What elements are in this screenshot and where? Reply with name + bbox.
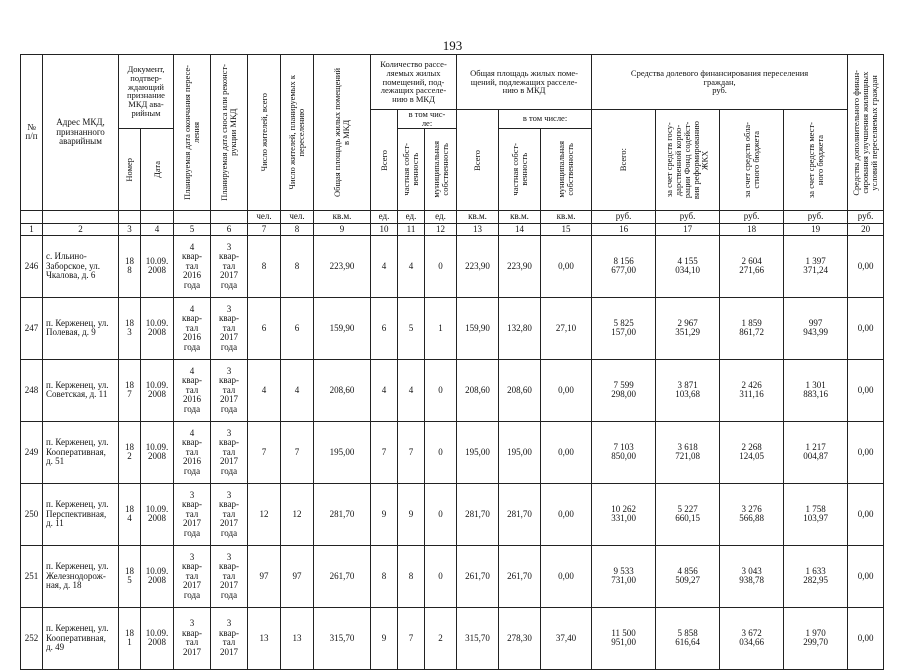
col-number: 4 (141, 223, 174, 235)
funds-local-cell: 1 758 103,97 (784, 483, 848, 545)
planned-demolition-cell: 3 квар- тал 2017 (211, 607, 248, 669)
hdr-area-total: Всего (457, 110, 499, 211)
table-row (21, 421, 884, 483)
address-cell: п. Керженец, ул. Кооперативная, д. 49 (43, 607, 119, 669)
doc-number-cell: 18 2 (119, 421, 141, 483)
rooms-municipal-cell: 2 (425, 607, 457, 669)
funds-fund-cell: 4 155 034,10 (656, 235, 720, 297)
hdr-planned-end: Планируемая дата окончания пересе- ления (174, 55, 211, 211)
table-row (21, 545, 884, 607)
col-number: 9 (314, 223, 371, 235)
hdr-funds-regional: за счет средств обла- стного бюджета (720, 110, 784, 211)
col-number: 14 (499, 223, 541, 235)
page-number: 193 (442, 38, 463, 53)
hdr-address: Адрес МКД, признанного аварийным (43, 55, 119, 211)
row-number: 247 (21, 297, 43, 359)
funds-total-cell: 7 103 850,00 (592, 421, 656, 483)
area-municipal-cell: 0,00 (541, 421, 592, 483)
area-total-cell: 261,70 (457, 545, 499, 607)
address-cell: п. Керженец, ул. Полевая, д. 9 (43, 297, 119, 359)
doc-number-cell: 18 1 (119, 607, 141, 669)
doc-date-cell: 10.09. 2008 (141, 235, 174, 297)
area-total-cell: 223,90 (457, 235, 499, 297)
area-municipal-cell: 0,00 (541, 483, 592, 545)
funds-regional-cell: 3 276 566,88 (720, 483, 784, 545)
unit-cell: чел. (248, 210, 281, 223)
total-area-cell: 195,00 (314, 421, 371, 483)
area-municipal-cell: 27,10 (541, 297, 592, 359)
row-number: 251 (21, 545, 43, 607)
unit-cell: руб. (656, 210, 720, 223)
rooms-total-cell: 9 (371, 483, 398, 545)
area-private-cell: 132,80 (499, 297, 541, 359)
area-municipal-cell: 0,00 (541, 545, 592, 607)
rooms-total-cell: 9 (371, 607, 398, 669)
funds-fund-cell: 2 967 351,29 (656, 297, 720, 359)
unit-cell: кв.м. (457, 210, 499, 223)
address-cell: п. Керженец, ул. Кооперативная, д. 51 (43, 421, 119, 483)
unit-cell: ед. (371, 210, 398, 223)
funds-total-cell: 8 156 677,00 (592, 235, 656, 297)
doc-number-cell: 18 7 (119, 359, 141, 421)
funds-regional-cell: 2 426 311,16 (720, 359, 784, 421)
rooms-private-cell: 8 (398, 545, 425, 607)
doc-number-cell: 18 4 (119, 483, 141, 545)
rooms-private-cell: 7 (398, 421, 425, 483)
additional-cell: 0,00 (848, 545, 884, 607)
area-municipal-cell: 37,40 (541, 607, 592, 669)
hdr-no: № п/п (21, 55, 43, 211)
col-number: 6 (211, 223, 248, 235)
residents-planned-cell: 8 (281, 235, 314, 297)
col-number: 18 (720, 223, 784, 235)
hdr-rooms-total: Всего (371, 110, 398, 211)
col-number: 13 (457, 223, 499, 235)
area-total-cell: 281,70 (457, 483, 499, 545)
residents-planned-cell: 97 (281, 545, 314, 607)
rooms-total-cell: 6 (371, 297, 398, 359)
hdr-doc-number: Номер (119, 128, 141, 210)
hdr-residents-planned: Число жителей, планируемых к переселению (281, 55, 314, 211)
funds-fund-cell: 5 227 660,15 (656, 483, 720, 545)
col-number: 17 (656, 223, 720, 235)
address-cell: п. Керженец, ул. Перспективная, д. 11 (43, 483, 119, 545)
area-private-cell: 223,90 (499, 235, 541, 297)
rooms-total-cell: 4 (371, 235, 398, 297)
unit-cell-empty (211, 210, 248, 223)
col-number: 10 (371, 223, 398, 235)
unit-cell: кв.м. (314, 210, 371, 223)
planned-demolition-cell: 3 квар- тал 2017 года (211, 235, 248, 297)
column-numbers-row (21, 223, 884, 235)
funds-regional-cell: 3 672 034,66 (720, 607, 784, 669)
doc-number-cell: 18 5 (119, 545, 141, 607)
area-total-cell: 315,70 (457, 607, 499, 669)
doc-date-cell: 10.09. 2008 (141, 421, 174, 483)
hdr-funds-fund: за счет средств госу- дарственной корпо- рации Фонд содейст- вия реформированию ЖКХ (656, 110, 720, 211)
address-cell: с. Ильино- Заборское, ул. Чкалова, д. 6 (43, 235, 119, 297)
area-total-cell: 208,60 (457, 359, 499, 421)
residents-total-cell: 7 (248, 421, 281, 483)
unit-cell-empty (141, 210, 174, 223)
additional-cell: 0,00 (848, 235, 884, 297)
rooms-municipal-cell: 0 (425, 545, 457, 607)
unit-cell: ед. (425, 210, 457, 223)
funds-total-cell: 5 825 157,00 (592, 297, 656, 359)
hdr-rooms-incl: в том чис- ле: (398, 110, 457, 129)
rooms-municipal-cell: 0 (425, 483, 457, 545)
residents-total-cell: 4 (248, 359, 281, 421)
residents-total-cell: 97 (248, 545, 281, 607)
additional-cell: 0,00 (848, 297, 884, 359)
funds-fund-cell: 5 858 616,64 (656, 607, 720, 669)
funds-regional-cell: 2 604 271,66 (720, 235, 784, 297)
hdr-funds-local: за счет средств мест- ного бюджета (784, 110, 848, 211)
address-cell: п. Керженец, ул. Советская, д. 11 (43, 359, 119, 421)
residents-total-cell: 6 (248, 297, 281, 359)
row-number: 252 (21, 607, 43, 669)
col-number: 8 (281, 223, 314, 235)
planned-end-cell: 4 квар- тал 2016 года (174, 421, 211, 483)
area-municipal-cell: 0,00 (541, 359, 592, 421)
rooms-municipal-cell: 1 (425, 297, 457, 359)
doc-date-cell: 10.09. 2008 (141, 607, 174, 669)
col-number: 19 (784, 223, 848, 235)
doc-date-cell: 10.09. 2008 (141, 297, 174, 359)
residents-total-cell: 13 (248, 607, 281, 669)
col-number: 16 (592, 223, 656, 235)
area-municipal-cell: 0,00 (541, 235, 592, 297)
col-number: 20 (848, 223, 884, 235)
hdr-doc-group: Документ, подтвер- ждающий признание МКД ава- рийным (119, 55, 174, 129)
total-area-cell: 261,70 (314, 545, 371, 607)
funds-regional-cell: 1 859 861,72 (720, 297, 784, 359)
planned-demolition-cell: 3 квар- тал 2017 года (211, 545, 248, 607)
rooms-private-cell: 9 (398, 483, 425, 545)
funds-regional-cell: 2 268 124,05 (720, 421, 784, 483)
funds-local-cell: 1 397 371,24 (784, 235, 848, 297)
doc-number-cell: 18 8 (119, 235, 141, 297)
unit-cell-empty (21, 210, 43, 223)
hdr-area-municipal: муниципальная собственность (541, 128, 592, 210)
unit-cell: руб. (592, 210, 656, 223)
funds-local-cell: 1 217 004,87 (784, 421, 848, 483)
unit-cell: руб. (784, 210, 848, 223)
row-number: 250 (21, 483, 43, 545)
residents-total-cell: 12 (248, 483, 281, 545)
additional-cell: 0,00 (848, 359, 884, 421)
total-area-cell: 159,90 (314, 297, 371, 359)
area-private-cell: 261,70 (499, 545, 541, 607)
hdr-funds-total: Всего: (592, 110, 656, 211)
hdr-additional: Средства дополнительного финан- сирования улучшения жилищных условий переселяемых граждан (848, 55, 884, 211)
col-number: 11 (398, 223, 425, 235)
hdr-rooms-group: Количество рассе- ляемых жилых помещений, под- лежащих расселе- нию в МКД (371, 55, 457, 110)
hdr-area-private: частная собст- венность (499, 128, 541, 210)
funds-total-cell: 10 262 331,00 (592, 483, 656, 545)
col-number: 3 (119, 223, 141, 235)
funds-local-cell: 1 301 883,16 (784, 359, 848, 421)
rooms-total-cell: 8 (371, 545, 398, 607)
funds-regional-cell: 3 043 938,78 (720, 545, 784, 607)
residents-planned-cell: 7 (281, 421, 314, 483)
hdr-funds-group: Средства долевого финансирования переселения граждан, руб. (592, 55, 848, 110)
unit-cell: ед. (398, 210, 425, 223)
total-area-cell: 315,70 (314, 607, 371, 669)
planned-demolition-cell: 3 квар- тал 2017 года (211, 421, 248, 483)
funds-local-cell: 1 633 282,95 (784, 545, 848, 607)
unit-cell-empty (174, 210, 211, 223)
unit-cell: руб. (720, 210, 784, 223)
col-number: 1 (21, 223, 43, 235)
hdr-total-area: Общая площадь жилых помещений в МКД (314, 55, 371, 211)
address-cell: п. Керженец, ул. Железнодорож- ная, д. 18 (43, 545, 119, 607)
table-row (21, 359, 884, 421)
rooms-municipal-cell: 0 (425, 235, 457, 297)
hdr-rooms-municipal: муниципальная собственность (425, 128, 457, 210)
total-area-cell: 208,60 (314, 359, 371, 421)
area-total-cell: 159,90 (457, 297, 499, 359)
funds-fund-cell: 4 856 509,27 (656, 545, 720, 607)
funds-total-cell: 9 533 731,00 (592, 545, 656, 607)
unit-cell-empty (119, 210, 141, 223)
funds-total-cell: 7 599 298,00 (592, 359, 656, 421)
additional-cell: 0,00 (848, 607, 884, 669)
funds-local-cell: 997 943,99 (784, 297, 848, 359)
col-number: 7 (248, 223, 281, 235)
table-row (21, 235, 884, 297)
planned-end-cell: 4 квар- тал 2016 года (174, 359, 211, 421)
residents-planned-cell: 12 (281, 483, 314, 545)
units-row (21, 210, 884, 223)
row-number: 246 (21, 235, 43, 297)
hdr-area-group: Общая площадь жилых поме- щений, подлежащих расселе- нию в МКД (457, 55, 592, 110)
total-area-cell: 281,70 (314, 483, 371, 545)
rooms-municipal-cell: 0 (425, 359, 457, 421)
col-number: 12 (425, 223, 457, 235)
row-number: 248 (21, 359, 43, 421)
area-private-cell: 195,00 (499, 421, 541, 483)
total-area-cell: 223,90 (314, 235, 371, 297)
rooms-private-cell: 7 (398, 607, 425, 669)
hdr-area-incl: в том числе: (499, 110, 592, 129)
area-total-cell: 195,00 (457, 421, 499, 483)
rooms-municipal-cell: 0 (425, 421, 457, 483)
col-number: 5 (174, 223, 211, 235)
rooms-private-cell: 4 (398, 235, 425, 297)
unit-cell: руб. (848, 210, 884, 223)
area-private-cell: 281,70 (499, 483, 541, 545)
funds-local-cell: 1 970 299,70 (784, 607, 848, 669)
unit-cell: кв.м. (499, 210, 541, 223)
rooms-total-cell: 7 (371, 421, 398, 483)
planned-demolition-cell: 3 квар- тал 2017 года (211, 359, 248, 421)
table-row (21, 297, 884, 359)
residents-planned-cell: 13 (281, 607, 314, 669)
unit-cell-empty (43, 210, 119, 223)
planned-end-cell: 3 квар- тал 2017 года (174, 483, 211, 545)
rooms-private-cell: 4 (398, 359, 425, 421)
planned-end-cell: 3 квар- тал 2017 (174, 607, 211, 669)
col-number: 2 (43, 223, 119, 235)
funds-fund-cell: 3 618 721,08 (656, 421, 720, 483)
doc-date-cell: 10.09. 2008 (141, 359, 174, 421)
planned-end-cell: 4 квар- тал 2016 года (174, 235, 211, 297)
residents-planned-cell: 6 (281, 297, 314, 359)
unit-cell: чел. (281, 210, 314, 223)
col-number: 15 (541, 223, 592, 235)
row-number: 249 (21, 421, 43, 483)
table-row (21, 607, 884, 669)
additional-cell: 0,00 (848, 421, 884, 483)
table-row (21, 483, 884, 545)
doc-number-cell: 18 3 (119, 297, 141, 359)
hdr-residents-total: Число жителей, всего (248, 55, 281, 211)
unit-cell: кв.м. (541, 210, 592, 223)
planned-demolition-cell: 3 квар- тал 2017 года (211, 297, 248, 359)
hdr-doc-date: Дата (141, 128, 174, 210)
doc-date-cell: 10.09. 2008 (141, 545, 174, 607)
funds-fund-cell: 3 871 103,68 (656, 359, 720, 421)
hdr-planned-demolition: Планируемая дата сноса или реконст- рукции МКД (211, 55, 248, 211)
planned-demolition-cell: 3 квар- тал 2017 года (211, 483, 248, 545)
residents-total-cell: 8 (248, 235, 281, 297)
area-private-cell: 208,60 (499, 359, 541, 421)
hdr-rooms-private: частная собст- венность (398, 128, 425, 210)
rooms-private-cell: 5 (398, 297, 425, 359)
table-body (21, 235, 884, 669)
funds-total-cell: 11 500 951,00 (592, 607, 656, 669)
resettlement-table (20, 54, 884, 670)
additional-cell: 0,00 (848, 483, 884, 545)
planned-end-cell: 4 квар- тал 2016 года (174, 297, 211, 359)
planned-end-cell: 3 квар- тал 2017 года (174, 545, 211, 607)
doc-date-cell: 10.09. 2008 (141, 483, 174, 545)
area-private-cell: 278,30 (499, 607, 541, 669)
rooms-total-cell: 4 (371, 359, 398, 421)
residents-planned-cell: 4 (281, 359, 314, 421)
